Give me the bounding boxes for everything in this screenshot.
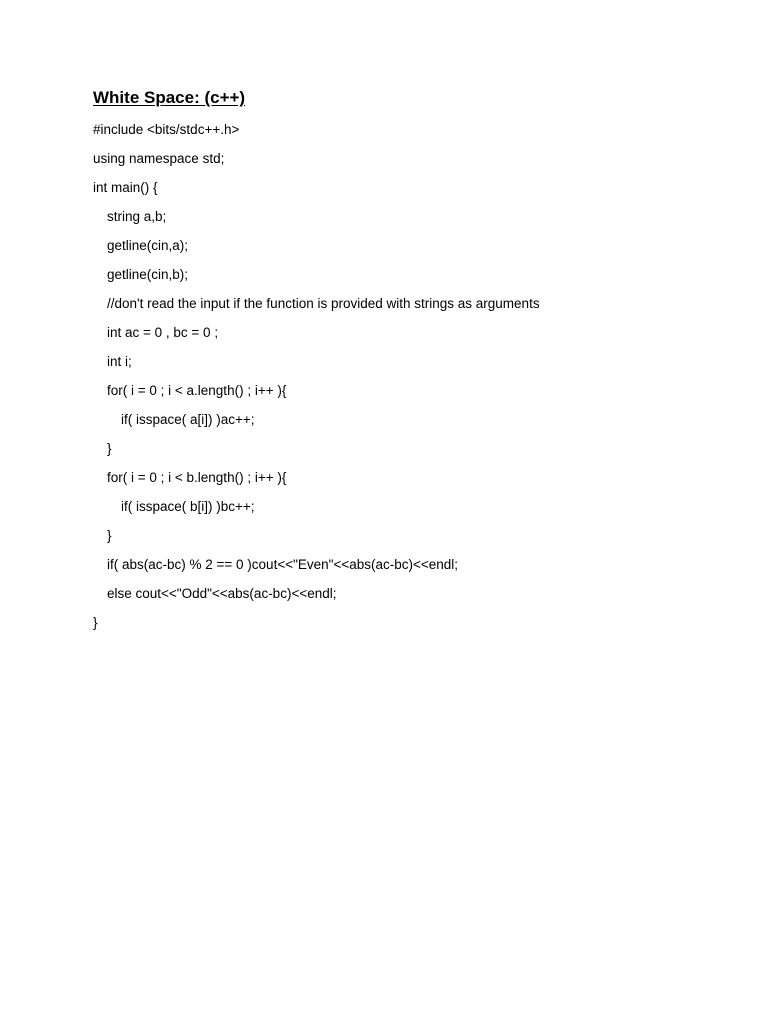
code-line: using namespace std; bbox=[93, 151, 225, 166]
code-line: for( i = 0 ; i < a.length() ; i++ ){ bbox=[107, 383, 287, 398]
code-comment-line: //don't read the input if the function is provided with strings as arguments bbox=[107, 296, 540, 311]
code-line: int i; bbox=[107, 354, 132, 369]
code-line: } bbox=[107, 441, 112, 456]
code-line: getline(cin,a); bbox=[107, 238, 189, 253]
code-line: if( abs(ac-bc) % 2 == 0 )cout<<"Even"<<abs(ac-bc)<<endl; bbox=[107, 557, 459, 572]
code-line: #include <bits/stdc++.h> bbox=[93, 122, 240, 137]
code-line: getline(cin,b); bbox=[107, 267, 189, 282]
code-line: } bbox=[107, 528, 112, 543]
code-line: int main() { bbox=[93, 180, 158, 195]
code-line: else cout<<"Odd"<<abs(ac-bc)<<endl; bbox=[107, 586, 337, 601]
code-line: int ac = 0 , bc = 0 ; bbox=[107, 325, 219, 340]
code-line: string a,b; bbox=[107, 209, 167, 224]
document-title: White Space: (c++) bbox=[93, 88, 246, 107]
code-line: if( isspace( b[i]) )bc++; bbox=[121, 499, 255, 514]
code-line: } bbox=[93, 615, 98, 630]
code-line: for( i = 0 ; i < b.length() ; i++ ){ bbox=[107, 470, 287, 485]
code-block bbox=[93, 119, 733, 641]
code-line: if( isspace( a[i]) )ac++; bbox=[121, 412, 255, 427]
